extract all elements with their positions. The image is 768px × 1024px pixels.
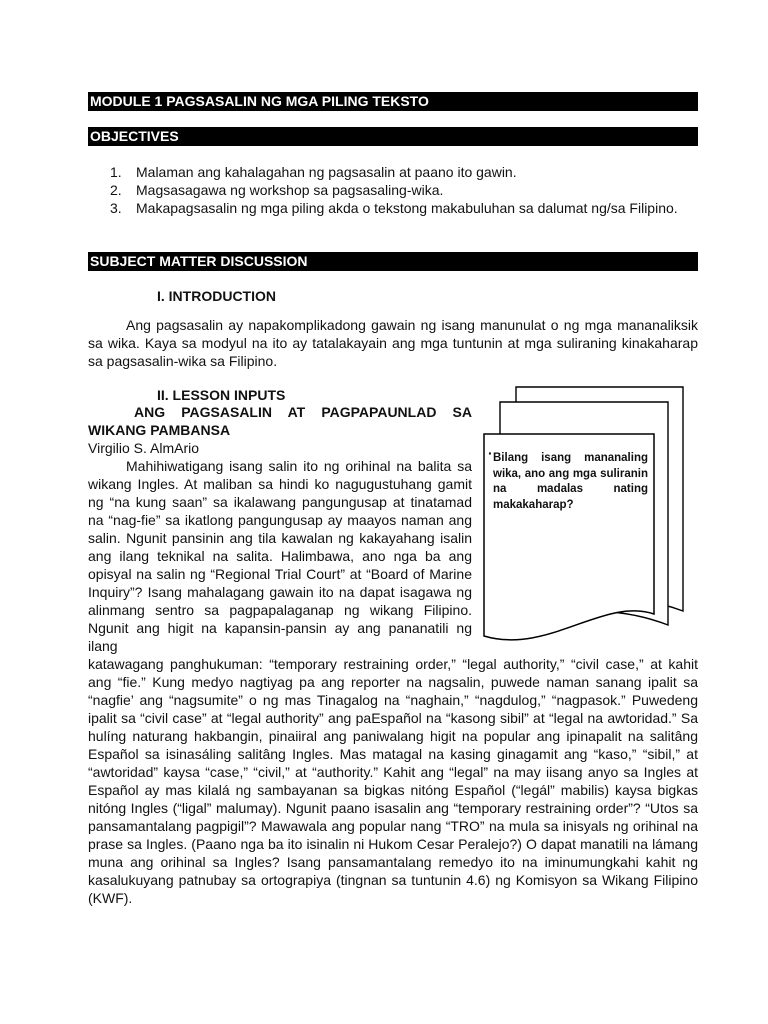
- subject-header-bar: SUBJECT MATTER DISCUSSION: [88, 252, 698, 271]
- intro-paragraph: Ang pagsasalin ay napakomplikadong gawain ng isang manunulat o ng mga mananaliksik sa wika. Kaya sa modyul na ito ay tatalakayain ang mga tuntunin at mga suliraning kinakaharap sa pagsasalin-wika sa Filipino.: [88, 317, 698, 369]
- intro-heading: I. INTRODUCTION: [157, 288, 276, 304]
- objective-text: Malaman ang kahalagahan ng pagsasalin at paano ito gawin.: [136, 164, 517, 180]
- objective-text: Magsasagawa ng workshop sa pagsasaling-wika.: [136, 182, 444, 198]
- article-title: ANG PAGSASALIN AT PAGPAPAUNLAD SA WIKANG PAMBANSA: [88, 404, 472, 438]
- objective-number: 2.: [110, 182, 122, 198]
- objectives-list: [110, 163, 698, 217]
- objective-item: [110, 181, 698, 199]
- objective-item: [110, 199, 698, 217]
- article-body-wide: katawagang panghukuman: “temporary restraining order,” “legal authority,” “civil case,” at kahit ang “fie.” Kung medyo nagtiyag pa ang reporter na nagsalin, puwede naman sanang ipalit sa “nagfie’ ang “nagsumite” o ng mas Tinagalog na “naghain,” “nagdulog,” “nagpasok.” Puwedeng ipalit sa “civil case” at “legal authority” ang paEspañol na “kasong sibil” at “legal na awtoridad.” Sa hulíng naturang hakbangin, pinaiiral ang paniwalang higit na popular ang ipinapalit na salitâng Español sa isinasáling salitâng Ingles. Mas matagal na kasing ginagamit ang “kaso,” “sibil,” at “awtoridad” kaysa “case,” “civil,” at “authority.” Kahit ang “legal” na may iisang anyo sa Ingles at Español ay mas kilalá ng sambayanan sa bigkas nitóng Español (“legál” mabilis) kaysa bigkas nitóng Ingles (“ligal” malumay). Ngunit paano isasalin ang “temporary restraining order”? “Utos sa pansamantalang pagpigil”? Mawawala ang popular nang “TRO” na mula sa inisyals ng orihinal na prase sa Ingles. (Paano nga ba ito isinalin ni Hukom Cesar Peralejo?) O dapat manatili na lámang muna ang orihinal sa Ingles? Isang pansamantalang remedyo ito na iminumungkahi kahit ng kasalukuyang patnubay sa ortograpiya (tingnan sa tuntunin 4.6) ng Komisyon sa Wikang Filipino (KWF).: [88, 656, 698, 906]
- objective-item: [110, 163, 698, 181]
- article-author: Virgilio S. AlmArio: [88, 440, 200, 456]
- callout-mark: ·: [488, 445, 493, 461]
- module-title-bar: MODULE 1 PAGSASALIN NG MGA PILING TEKSTO: [88, 92, 698, 111]
- objective-number: 3.: [110, 200, 122, 216]
- objectives-header-bar: OBJECTIVES: [88, 127, 698, 146]
- callout-figure: [478, 385, 693, 645]
- objective-number: 1.: [110, 164, 122, 180]
- objective-text: Makapagsasalin ng mga piling akda o tekstong makabuluhan sa dalumat ng/sa Filipino.: [136, 200, 678, 216]
- article-body-narrow: Mahihiwatigang isang salin ito ng orihinal na balita sa wikang Ingles. At maliban sa hindi ko nagugustuhang gamit ng “na kung saan” sa ikalawang pangungusap at tinatamad na “nag-fie” sa ikatlong pangungusap ay maayos naman ang salin. Ngunit pansinin ang tila kawalan ng kakayahang isalin ang ilang teknikal na salita. Halimbawa, ano nga ba ang opisyal na salin ng “Regional Trial Court” at “Board of Marine Inquiry”? Isang mahalagang gawain ito na dapat isagawa ng alinmang sentro sa pagpapalaganap ng wikang Filipino. Ngunit ang higit na kapansin-pansin ay ang pananatili ng ilang: [88, 458, 472, 654]
- paper-stack-icon: [478, 385, 693, 645]
- lesson-heading: II. LESSON INPUTS: [157, 387, 286, 403]
- callout-text: Bilang isang mananaling wika, ano ang mga suliranin na madalas nating makakaharap?: [493, 452, 648, 511]
